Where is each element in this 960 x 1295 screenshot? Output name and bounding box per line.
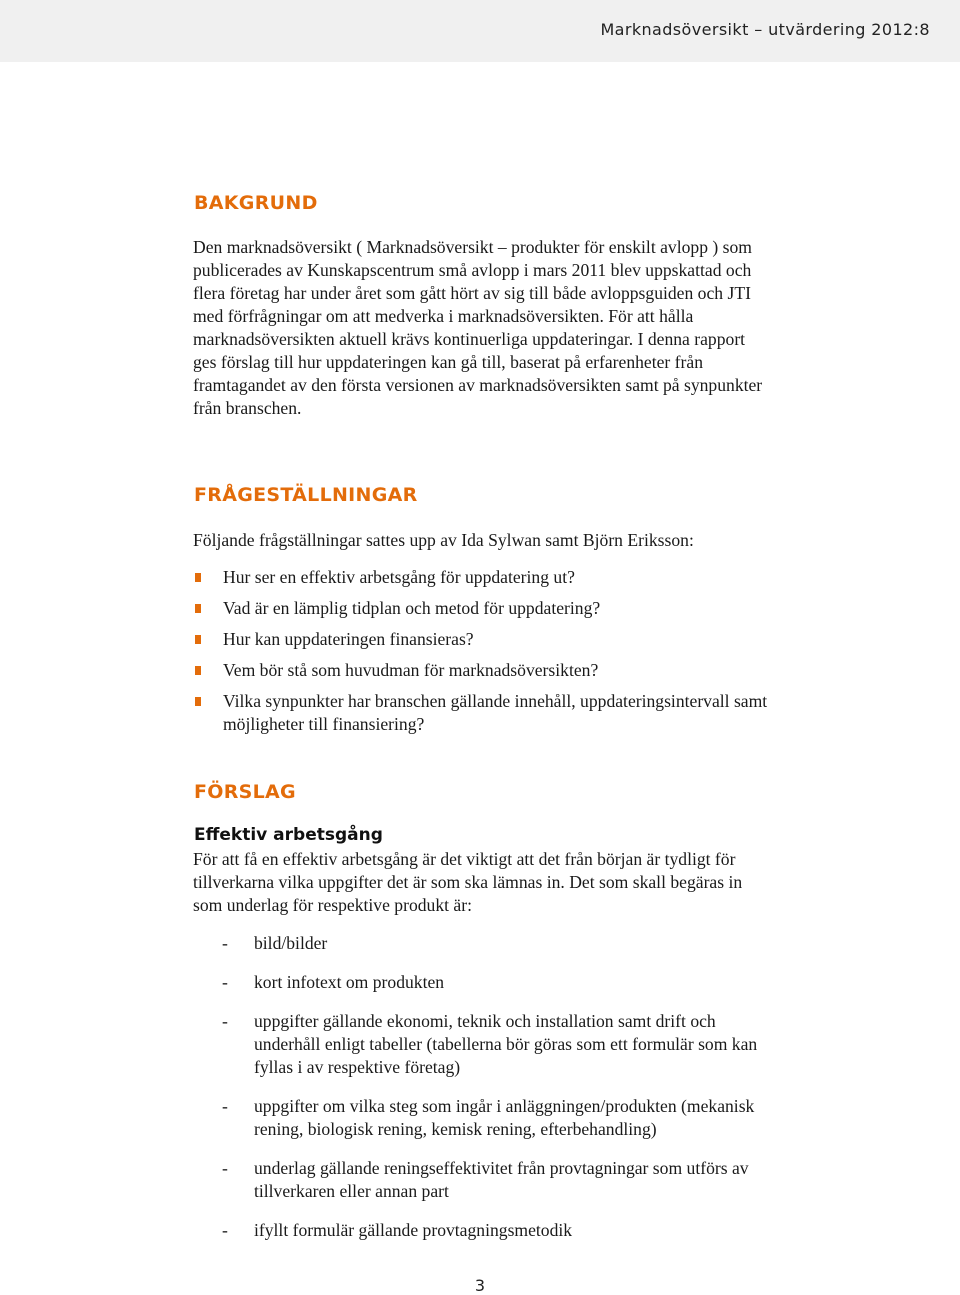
heading-bakgrund: BAKGRUND <box>194 192 318 214</box>
dash-marker: - <box>222 1011 228 1031</box>
page-header <box>0 0 960 62</box>
requirement-list <box>220 932 780 1258</box>
list-item: - uppgifter om vilka steg som ingår i anläggningen/produkten (mekanisk rening, biologisk rening, kemisk rening, efterbehandling) <box>222 1096 755 1139</box>
bullet-icon <box>195 573 201 582</box>
bakgrund-paragraph: Den marknadsöversikt ( Marknadsöversikt – produkter för enskilt avlopp ) som publicerades av Kunskapscentrum små avlopp i mars 2011 blev uppskattad och flera företag har under året som gått hört av sig till både avloppsguiden och JTI med förfrågningar om att medverka i marknadsöversikten. För att hålla marknadsöversikten aktuell krävs kontinuerliga uppdateringar. I denna rapport ges förslag till hur uppdateringen kan gå till, baserat på erfarenheter från framtagandet av den första versionen av marknadsöversikten samt på synpunkter från branschen. <box>193 237 763 418</box>
list-item: Vem bör stå som huvudman för marknadsöversikten? <box>193 659 793 682</box>
list-item: - bild/bilder <box>222 933 328 953</box>
subheading-effektiv-arbetsgang: Effektiv arbetsgång <box>194 825 383 845</box>
dash-marker: - <box>222 1220 228 1240</box>
list-item: - underlag gällande reningseffektivitet från provtagningar som utförs av tillverkaren eller annan part <box>222 1158 749 1201</box>
list-item: - uppgifter gällande ekonomi, teknik och installation samt drift och underhåll enligt tabeller (tabellerna bör göras som ett formulär som kan fyllas i av respektive företag) <box>222 1011 758 1077</box>
page-number: 3 <box>474 1276 486 1295</box>
list-item: Vad är en lämplig tidplan och metod för uppdatering? <box>193 597 793 620</box>
fragestallningar-intro: Följande frågställningar sattes upp av Ida Sylwan samt Björn Eriksson: <box>193 530 694 550</box>
bullet-icon <box>195 604 201 613</box>
dash-marker: - <box>222 1096 228 1116</box>
dash-marker: - <box>222 1158 228 1178</box>
bullet-icon <box>195 635 201 644</box>
forslag-paragraph: För att få en effektiv arbetsgång är det viktigt att det från början är tydligt för tillverkarna vilka uppgifter det är som ska lämnas in. Det som skall begäras in som underlag för respektive produkt är: <box>193 849 743 915</box>
bullet-icon <box>195 697 201 706</box>
dash-marker: - <box>222 933 228 953</box>
list-item: - kort infotext om produkten <box>222 972 445 992</box>
dash-marker: - <box>222 972 228 992</box>
heading-forslag: FÖRSLAG <box>194 781 296 803</box>
bullet-icon <box>195 666 201 675</box>
list-item: - ifyllt formulär gällande provtagningsmetodik <box>222 1220 573 1240</box>
question-list <box>193 566 793 744</box>
heading-fragestallningar: FRÅGESTÄLLNINGAR <box>194 484 418 506</box>
list-item: Hur ser en effektiv arbetsgång för uppdatering ut? <box>193 566 793 589</box>
list-item: Vilka synpunkter har branschen gällande innehåll, uppdateringsintervall samt möjligheter till finansiering? <box>193 690 793 736</box>
list-item: Hur kan uppdateringen finansieras? <box>193 628 793 651</box>
document-title: Marknadsöversikt – utvärdering 2012:8 <box>600 20 930 39</box>
